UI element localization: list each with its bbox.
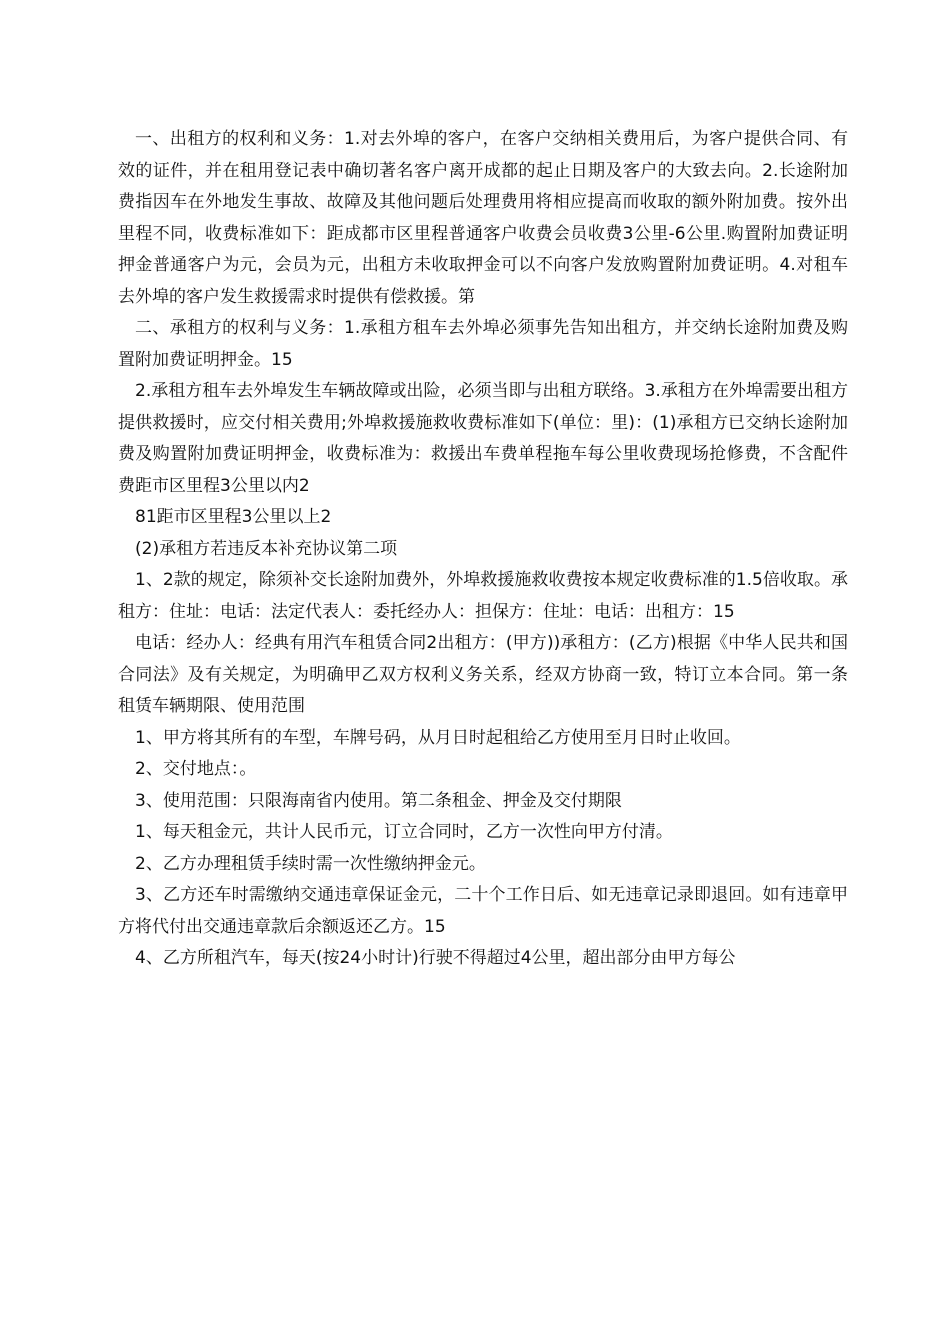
paragraph-violation-deposit: 3、乙方还车时需缴纳交通违章保证金元，二十个工作日后、如无违章记录即退回。如有违章甲方将代付出交通违章款后余额返还乙方。15 xyxy=(118,885,848,937)
paragraph-daily-rent: 1、每天租金元，共计人民币元，订立合同时，乙方一次性向甲方付清。 xyxy=(135,822,673,842)
paragraph-lessor-rights: 一、出租方的权利和义务：1.对去外埠的客户，在客户交纳相关费用后，为客户提供合同、有效的证件，并在租用登记表中确切著名客户离开成都的起止日期及客户的大致去向。2.长途附加费指因车在外地发生事故、故障及其他问题后处理费用将相应提高而收取的额外附加费。按外出里程不同，收费标准如下：距成都市区里程普通客户收费会员收费3公里-6公里.购置附加费证明押金普通客户为元，会员为元，出租方未收取押金可以不向客户发放购置附加费证明。4.对租车去外埠的客户发生救援需求时提供有偿救援。第 xyxy=(118,129,848,307)
paragraph-mileage-limit: 4、乙方所租汽车，每天(按24小时计)行驶不得超过4公里，超出部分由甲方每公 xyxy=(135,948,736,968)
paragraph-usage-scope: 3、使用范围：只限海南省内使用。第二条租金、押金及交付期限 xyxy=(135,790,622,811)
paragraph-rental-vehicle: 1、甲方将其所有的车型，车牌号码，从月日时起租给乙方使用至月日时止收回。 xyxy=(135,727,741,748)
paragraph-distance-fee: 81距市区里程3公里以上2 xyxy=(135,507,332,527)
paragraph-contract-intro: 电话：经办人：经典有用汽车租赁合同2出租方：(甲方))承租方：(乙方)根据《中华人民共和国合同法》及有关规定，为明确甲乙双方权利义务关系，经双方协商一致，特订立本合同。第一条租赁车辆期限、使用范围 xyxy=(118,633,848,716)
paragraph-rescue-terms: 2.承租方租车去外埠发生车辆故障或出险，必须当即与出租方联络。3.承租方在外埠需要出租方提供救援时，应交付相关费用;外埠救援施救收费标准如下(单位：里)：(1)承租方已交纳长途附加费及购置附加费证明押金，收费标准为：救援出车费单程拖车每公里收费现场抢修费，不含配件费距市区里程3公里以内2 xyxy=(118,381,848,496)
paragraph-delivery-location: 2、交付地点：。 xyxy=(135,759,257,779)
paragraph-deposit: 2、乙方办理租赁手续时需一次性缴纳押金元。 xyxy=(135,853,486,874)
paragraph-violation-clause: (2)承租方若违反本补充协议第二项 xyxy=(135,538,398,559)
paragraph-lessee-rights: 二、承租方的权利与义务：1.承租方租车去外埠必须事先告知出租方，并交纳长途附加费及购置附加费证明押金。15 xyxy=(118,318,848,370)
document-page xyxy=(118,124,848,975)
paragraph-penalty-signatures: 1、2款的规定，除须补交长途附加费外，外埠救援施救收费按本规定收费标准的1.5倍收取。承租方：住址：电话：法定代表人：委托经办人：担保方：住址：电话：出租方：15 xyxy=(118,570,848,622)
